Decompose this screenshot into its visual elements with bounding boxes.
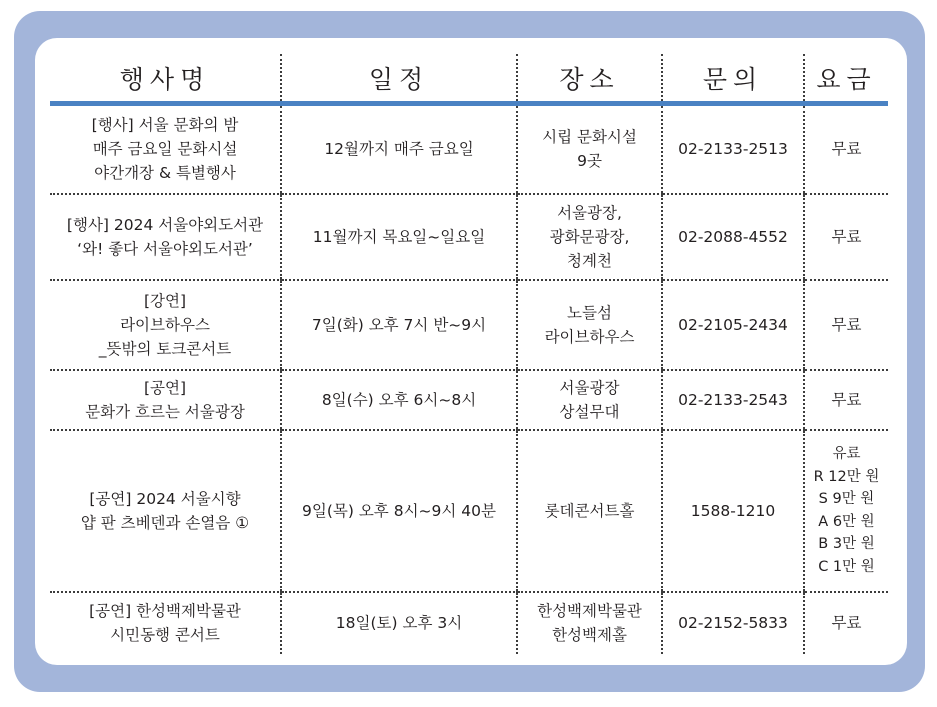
event-name-line: [행사] 서울 문화의 밤 xyxy=(91,116,239,135)
fee-line: B 3만 원 xyxy=(818,536,875,552)
contact-cell: 02-2105-2434 xyxy=(662,280,804,370)
event-name-line: [강연] xyxy=(143,291,187,310)
fee-line: A 6만 원 xyxy=(818,513,875,530)
table-row xyxy=(50,194,888,280)
event-name-line: 매주 금요일 문화시설 xyxy=(92,140,238,159)
contact-cell: 02-2133-2543 xyxy=(662,370,804,430)
event-name-cell xyxy=(50,430,281,592)
event-name-line: 문화가 흐르는 서울광장 xyxy=(85,402,245,421)
header-fee: 요금 xyxy=(804,54,888,104)
venue-line: 9곳 xyxy=(577,152,602,171)
venue-line: 청계천 xyxy=(567,251,612,270)
header-contact: 문의 xyxy=(662,54,804,104)
fee-cell xyxy=(804,370,888,430)
header-event-name: 행사명 xyxy=(50,54,281,104)
schedule-cell: 11월까지 목요일~일요일 xyxy=(281,194,517,280)
venue-line: 한성백제홀 xyxy=(552,626,627,644)
table-row xyxy=(50,104,888,194)
event-table xyxy=(50,54,888,654)
event-name-cell xyxy=(50,280,281,370)
event-name-cell xyxy=(50,592,281,654)
fee-line: 무료 xyxy=(831,614,862,632)
schedule-cell: 18일(토) 오후 3시 xyxy=(281,592,517,654)
header-schedule: 일정 xyxy=(281,54,517,104)
event-name-cell xyxy=(50,194,281,280)
table-row xyxy=(50,430,888,592)
event-name-cell xyxy=(50,370,281,430)
schedule-cell: 9일(목) 오후 8시~9시 40분 xyxy=(281,430,517,592)
fee-line: C 1만 원 xyxy=(818,558,875,575)
contact-cell: 1588-1210 xyxy=(662,430,804,592)
venue-line: 시립 문화시설 xyxy=(542,128,637,147)
venue-line: 서울광장 xyxy=(559,378,620,397)
event-name-line: [행사] 2024 서울야외도서관 xyxy=(66,215,264,234)
venue-line: 서울광장, xyxy=(557,203,622,222)
venue-cell xyxy=(517,430,662,592)
contact-cell: 02-2152-5833 xyxy=(662,592,804,654)
fee-cell xyxy=(804,430,888,592)
event-name-line: ‘와! 좋다 서울야외도서관’ xyxy=(77,239,253,258)
table-row xyxy=(50,592,888,654)
venue-cell xyxy=(517,592,662,654)
fee-cell xyxy=(804,592,888,654)
venue-cell xyxy=(517,370,662,430)
fee-line: 무료 xyxy=(831,315,862,334)
venue-cell xyxy=(517,104,662,194)
venue-line: 롯데콘서트홀 xyxy=(544,501,635,520)
event-name-line: 라이브하우스 xyxy=(120,315,210,334)
venue-line: 상설무대 xyxy=(559,402,620,421)
venue-cell xyxy=(517,194,662,280)
fee-cell xyxy=(804,280,888,370)
header-venue: 장소 xyxy=(517,54,662,104)
venue-cell xyxy=(517,280,662,370)
contact-cell: 02-2088-4552 xyxy=(662,194,804,280)
venue-line: 라이브하우스 xyxy=(544,327,635,346)
header-row xyxy=(50,54,888,104)
venue-line: 노들섬 xyxy=(567,303,612,322)
schedule-cell: 12월까지 매주 금요일 xyxy=(281,104,517,194)
fee-line: 무료 xyxy=(831,140,862,159)
schedule-cell: 7일(화) 오후 7시 반~9시 xyxy=(281,280,517,370)
table-row xyxy=(50,370,888,430)
contact-cell: 02-2133-2513 xyxy=(662,104,804,194)
fee-line: R 12만 원 xyxy=(813,468,880,485)
event-name-line: 얍 판 츠베덴과 손열음 ① xyxy=(80,513,250,532)
event-name-line: [공연] 2024 서울시향 xyxy=(89,489,241,508)
event-name-line: _뜻밖의 토크콘서트 xyxy=(98,339,232,358)
table-row xyxy=(50,280,888,370)
fee-line: 유료 xyxy=(832,446,861,462)
fee-line: S 9만 원 xyxy=(818,491,875,507)
event-name-line: 야간개장 & 특별행사 xyxy=(94,164,236,183)
event-name-cell xyxy=(50,104,281,194)
event-name-line: [공연] xyxy=(143,378,187,397)
fee-line: 무료 xyxy=(831,227,862,246)
fee-cell xyxy=(804,194,888,280)
event-name-line: [공연] 한성백제박물관 xyxy=(89,602,241,620)
event-name-line: 시민동행 콘서트 xyxy=(110,626,220,644)
schedule-cell: 8일(수) 오후 6시~8시 xyxy=(281,370,517,430)
fee-line: 무료 xyxy=(831,390,862,409)
venue-line: 한성백제박물관 xyxy=(537,602,642,620)
fee-cell xyxy=(804,104,888,194)
venue-line: 광화문광장, xyxy=(549,227,630,246)
